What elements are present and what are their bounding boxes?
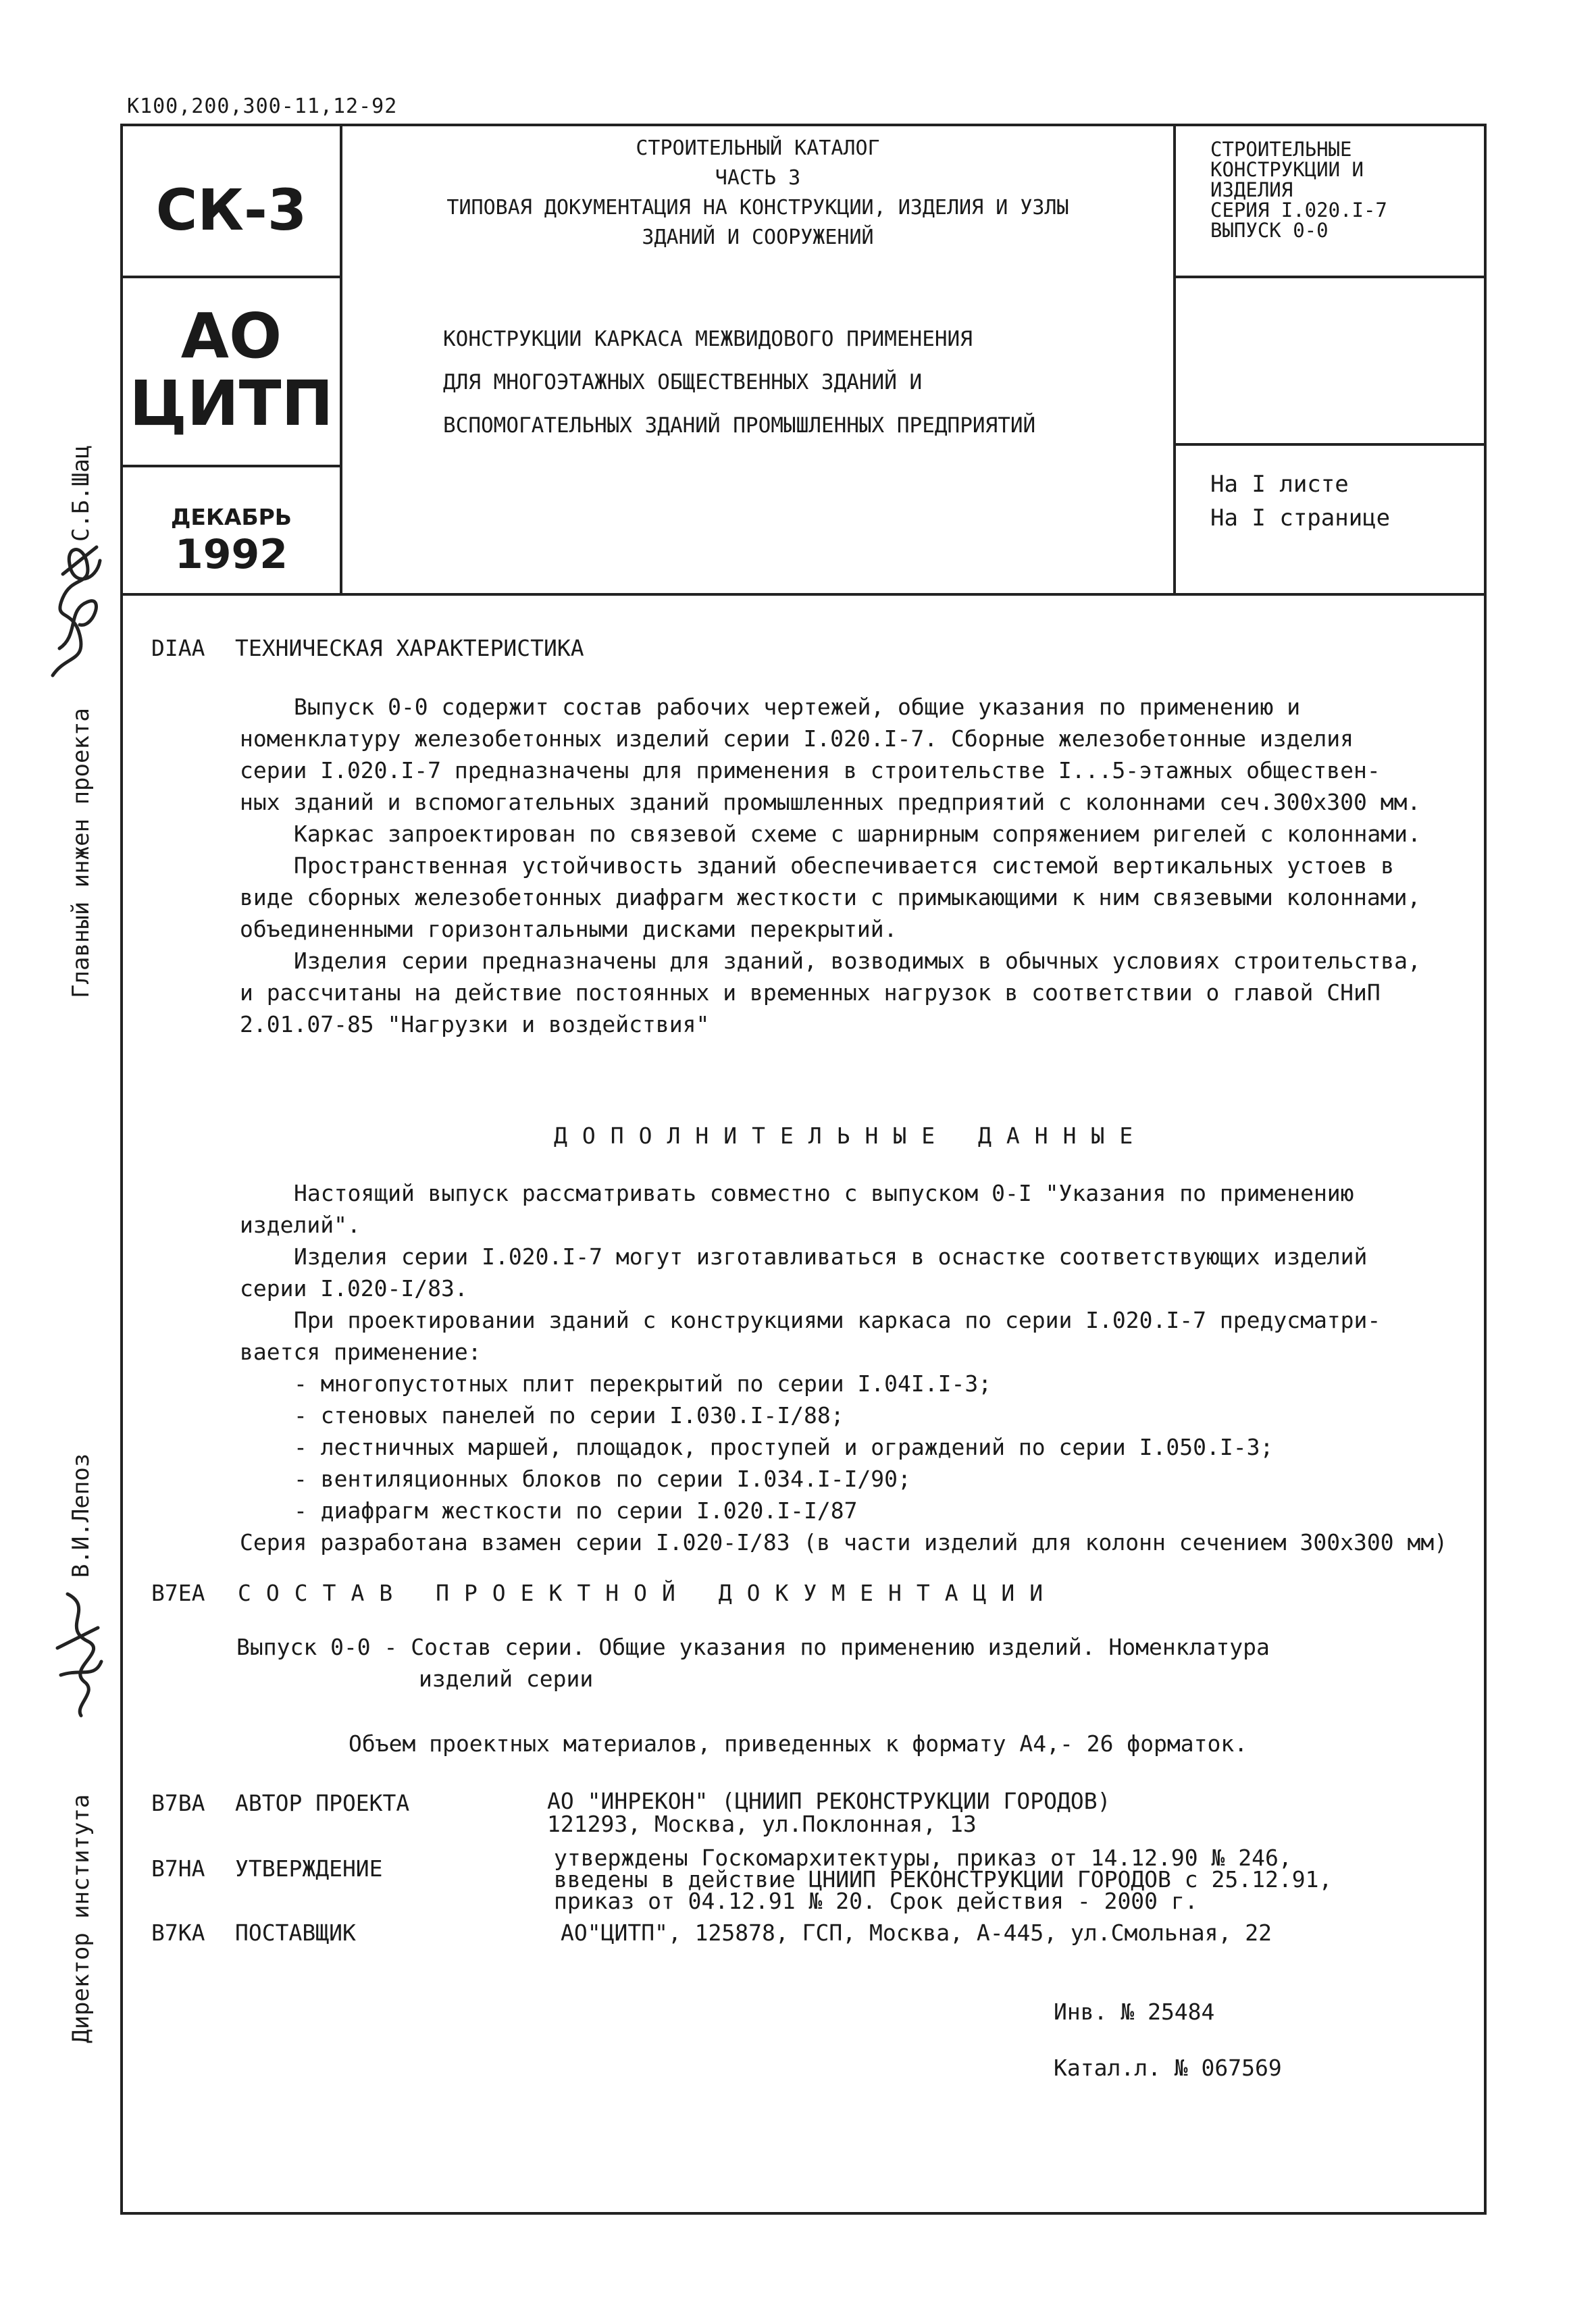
ao-label: АО xyxy=(180,300,282,372)
title-line: КОНСТРУКЦИИ КАРКАСА МЕЖВИДОВОГО ПРИМЕНЕНИЯ xyxy=(443,327,973,351)
additional-heading: ДОПОЛНИТЕЛЬНЫЕ ДАННЫЕ xyxy=(554,1123,1148,1149)
header-line: ЧАСТЬ 3 xyxy=(715,166,801,190)
tech-line: Каркас запроектирован по связевой схеме с шарнирным сопряжением ригелей с колоннами. xyxy=(294,821,1421,847)
citp-label: ЦИТП xyxy=(129,367,334,440)
date-year: 1992 xyxy=(175,531,288,578)
catalog-number: Катал.л. № 067569 xyxy=(1054,2055,1282,2081)
series-line: ВЫПУСК 0-0 xyxy=(1210,219,1329,242)
series-line: КОНСТРУКЦИИ И xyxy=(1210,158,1364,181)
sheet-info xyxy=(1210,467,1390,535)
docs-code: B7EA xyxy=(151,1580,205,1606)
docs-line2: изделий серии xyxy=(419,1666,594,1692)
tech-line: ных зданий и вспомогательных зданий промышленных предприятий с колоннами сеч.300х300 мм. xyxy=(240,789,1421,815)
title-line: ВСПОМОГАТЕЛЬНЫХ ЗДАНИЙ ПРОМЫШЛЕННЫХ ПРЕДПРИЯТИЙ xyxy=(443,413,1036,438)
signature-director xyxy=(47,1587,115,1722)
approval-label: УТВЕРЖДЕНИЕ xyxy=(235,1855,383,1882)
catalog-header xyxy=(342,134,1173,253)
author-label: АВТОР ПРОЕКТА xyxy=(235,1790,410,1816)
series-line: ИЗДЕЛИЯ xyxy=(1210,178,1293,201)
approval-line: приказ от 04.12.91 № 20. Срок действия - 2000 г. xyxy=(554,1888,1198,1914)
tech-line: объединенными горизонтальными дисками перекрытий. xyxy=(240,916,898,942)
tech-line: и рассчитаны на действие постоянных и временных нагрузок в соответствии о главой СНиП xyxy=(240,979,1381,1006)
tech-line: серии I.020.I-7 предназначены для применения в строительстве I...5-этажных обществен- xyxy=(240,757,1381,783)
document-title xyxy=(443,317,1035,447)
tech-line: виде сборных железобетонных диафрагм жесткости с примыкающими к ним связевыми колоннами, xyxy=(240,884,1421,910)
docs-volume: Объем проектных материалов, приведенных к формату А4,- 26 форматок. xyxy=(349,1730,1248,1757)
additional-line: Изделия серии I.020.I-7 могут изготавливаться в оснастке соответствующих изделий xyxy=(294,1243,1368,1270)
tech-line: 2.01.07-85 "Нагрузки и воздействия" xyxy=(240,1011,710,1037)
tech-line: Пространственная устойчивость зданий обеспечивается системой вертикальных устоев в xyxy=(294,852,1395,879)
header-line: ТИПОВАЯ ДОКУМЕНТАЦИЯ НА КОНСТРУКЦИИ, ИЗДЕЛИЯ И УЗЛЫ xyxy=(446,196,1069,220)
author-line: 121293, Москва, ул.Поклонная, 13 xyxy=(547,1811,977,1837)
docs-heading: СОСТАВ ПРОЕКТНОЙ ДОКУМЕНТАЦИИ xyxy=(238,1580,1058,1606)
approval-line: утверждены Госкомархитектуры, приказ от 14.12.90 № 246, xyxy=(554,1845,1292,1871)
additional-line: изделий". xyxy=(240,1212,361,1238)
sk-label: СК-3 xyxy=(155,177,307,243)
additional-line: Настоящий выпуск рассматривать совместно с выпуском 0-I "Указания по применению xyxy=(294,1180,1354,1206)
chief-engineer-name: С.Б.Шац xyxy=(68,444,95,542)
date-month: ДЕКАБРЬ xyxy=(171,504,292,530)
supplier-code: B7KA xyxy=(151,1920,205,1946)
additional-line: - лестничных маршей, площадок, проступей и ограждений по серии I.050.I-3; xyxy=(294,1434,1274,1460)
supplier-label: ПОСТАВЩИК xyxy=(235,1920,356,1946)
grid-line xyxy=(1173,276,1487,278)
grid-line xyxy=(1173,443,1487,446)
additional-line: - многопустотных плит перекрытий по серии I.04I.I-3; xyxy=(294,1370,992,1397)
tech-heading: ТЕХНИЧЕСКАЯ ХАРАКТЕРИСТИКА xyxy=(235,635,584,661)
grid-line xyxy=(1173,124,1176,595)
approval-info xyxy=(554,1847,1332,1912)
approval-line: введены в действие ЦНИИП РЕКОНСТРУКЦИИ ГОРОДОВ с 25.12.91, xyxy=(554,1866,1333,1893)
page-count: На I странице xyxy=(1210,505,1391,532)
series-info xyxy=(1210,139,1387,240)
approval-code: B7HA xyxy=(151,1855,205,1882)
additional-line: - вентиляционных блоков по серии I.034.I-I/90; xyxy=(294,1466,911,1492)
tech-code: DIAA xyxy=(151,635,205,661)
additional-line: - диафрагм жесткости по серии I.020.I-I/87 xyxy=(294,1497,858,1524)
grid-line xyxy=(120,276,340,278)
header-line: СТРОИТЕЛЬНЫЙ КАТАЛОГ xyxy=(636,136,880,160)
additional-line: вается применение: xyxy=(240,1339,482,1365)
document-code: К100,200,300-11,12-92 xyxy=(127,95,398,118)
signature-chief-engineer xyxy=(39,534,113,689)
header-line: ЗДАНИЙ И СООРУЖЕНИЙ xyxy=(642,226,874,249)
sheet-count: На I листе xyxy=(1210,471,1349,498)
additional-line: При проектировании зданий с конструкциями каркаса по серии I.020.I-7 предусматри- xyxy=(294,1307,1381,1333)
tech-line: Изделия серии предназначены для зданий, возводимых в обычных условиях строительства, xyxy=(294,948,1421,974)
chief-engineer-label: Главный инжен проекта xyxy=(68,708,95,998)
author-code: B7BA xyxy=(151,1790,205,1816)
additional-line: - стеновых панелей по серии I.030.I-I/88; xyxy=(294,1402,844,1429)
title-line: ДЛЯ МНОГОЭТАЖНЫХ ОБЩЕСТВЕННЫХ ЗДАНИЙ И xyxy=(443,370,923,394)
director-label: Директор института xyxy=(68,1794,95,2043)
grid-line xyxy=(120,593,1487,596)
author-info xyxy=(547,1790,1110,1836)
director-name: В.И.Лепоз xyxy=(68,1453,95,1578)
inventory-number: Инв. № 25484 xyxy=(1054,1999,1215,2025)
supplier-info: АО"ЦИТП", 125878, ГСП, Москва, А-445, ул.Смольная, 22 xyxy=(561,1920,1272,1946)
series-line: СТРОИТЕЛЬНЫЕ xyxy=(1210,138,1352,161)
additional-line: Серия разработана взамен серии I.020-I/83 (в части изделий для колонн сечением 300х300 мм) xyxy=(240,1529,1448,1555)
author-line: АО "ИНРЕКОН" (ЦНИИП РЕКОНСТРУКЦИИ ГОРОДОВ) xyxy=(547,1788,1111,1814)
additional-body xyxy=(240,1177,1483,1558)
additional-line: серии I.020-I/83. xyxy=(240,1275,468,1302)
series-line: СЕРИЯ I.020.I-7 xyxy=(1210,199,1387,222)
docs-line1: Выпуск 0-0 - Состав серии. Общие указания по применению изделий. Номенклатура xyxy=(236,1634,1270,1660)
tech-body xyxy=(240,691,1483,1040)
grid-line xyxy=(120,465,340,467)
tech-line: номенклатуру железобетонных изделий серии I.020.I-7. Сборные железобетонные изделия xyxy=(240,725,1354,752)
tech-line: Выпуск 0-0 содержит состав рабочих чертежей, общие указания по применению и xyxy=(294,694,1301,720)
